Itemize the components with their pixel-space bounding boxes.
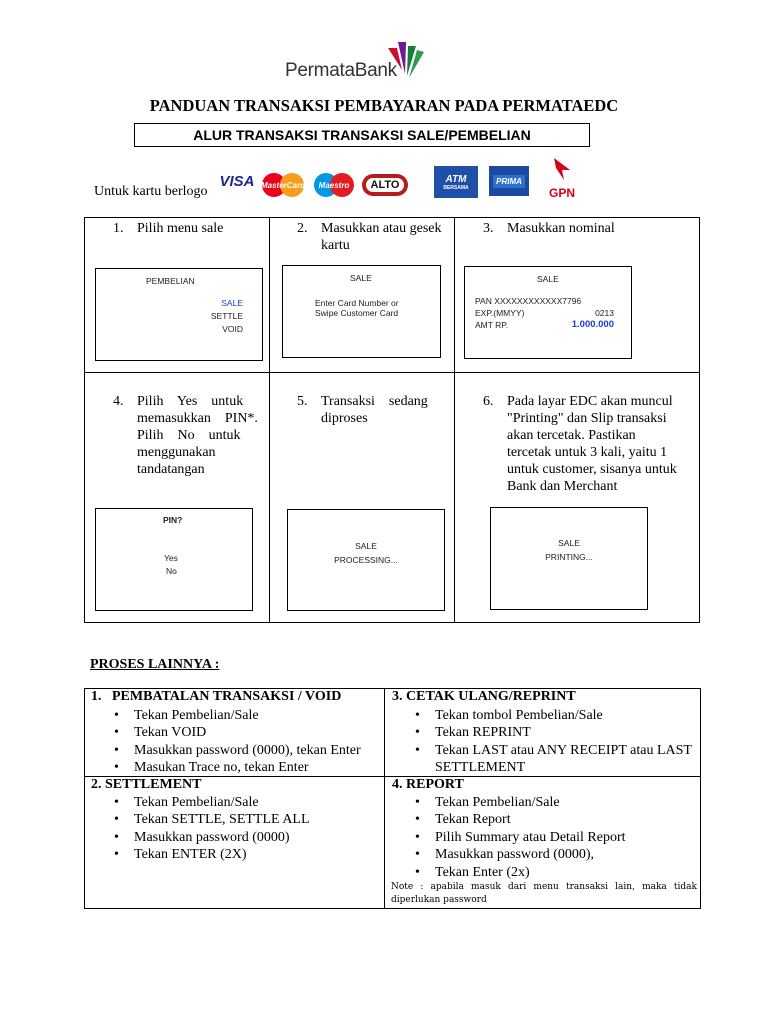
prima-logo: PRIMA xyxy=(489,166,529,196)
screen-line-1: SALE xyxy=(355,541,377,551)
option-yes: Yes xyxy=(164,553,178,563)
settlement-title: 2. SETTLEMENT xyxy=(91,777,202,792)
list-item: • Tekan Pembelian/Sale xyxy=(112,707,380,724)
other-processes-title: PROSES LAINNYA : xyxy=(90,657,220,672)
list-item: • Tekan Report xyxy=(413,811,697,828)
screen-line-2: PROCESSING... xyxy=(334,555,398,565)
report-steps xyxy=(413,794,697,881)
permatabank-logo-icon xyxy=(386,40,426,82)
list-item: • Tekan tombol Pembelian/Sale xyxy=(413,707,697,724)
list-item: • Masukan Trace no, tekan Enter xyxy=(112,759,380,776)
step-6-screen xyxy=(490,507,648,610)
report-note: Note : apabila masuk dari menu transaksi lain, maka tidak diperlukan password xyxy=(391,882,697,905)
list-item: • Masukkan password (0000) xyxy=(112,829,380,846)
menu-item-settle: SETTLE xyxy=(210,311,243,321)
step-3-screen xyxy=(464,266,632,359)
alto-logo: ALTO xyxy=(362,174,408,196)
atm-bersama-logo: ATM BERSAMA xyxy=(434,166,478,198)
pan-number: PAN XXXXXXXXXXXX7796 xyxy=(475,296,582,306)
maestro-logo: Maestro xyxy=(312,171,356,199)
report-title: 4. REPORT xyxy=(392,777,464,792)
screen-line-2: PRINTING... xyxy=(545,552,593,562)
settlement-steps xyxy=(112,794,380,864)
visa-logo: VISA xyxy=(219,172,255,190)
list-item: • Tekan Pembelian/Sale xyxy=(112,794,380,811)
list-item: • Masukkan password (0000), tekan Enter xyxy=(112,742,380,759)
step-2-screen xyxy=(282,265,441,358)
list-item: • Tekan ENTER (2X) xyxy=(112,846,380,863)
screen-title: PEMBELIAN xyxy=(146,276,195,286)
step-5-screen xyxy=(287,509,445,611)
list-item: • Tekan Pembelian/Sale xyxy=(413,794,697,811)
screen-title: PIN? xyxy=(163,515,183,525)
expiry-label: EXP.(MMYY) xyxy=(475,308,525,318)
list-item: • Masukkan password (0000), xyxy=(413,846,697,863)
permatabank-logo-text: PermataBank xyxy=(285,60,397,81)
screen-title: SALE xyxy=(537,274,559,284)
option-no: No xyxy=(166,566,177,576)
reprint-steps xyxy=(413,707,697,777)
screen-line-2: Swipe Customer Card xyxy=(315,308,399,318)
list-item: • Pilih Summary atau Detail Report xyxy=(413,829,697,846)
void-steps xyxy=(112,707,380,777)
reprint-title: 3. CETAK ULANG/REPRINT xyxy=(392,689,576,704)
gpn-bird-icon xyxy=(550,156,574,182)
screen-line-1: Enter Card Number or xyxy=(315,298,399,308)
mastercard-logo: MasterCard xyxy=(260,171,306,199)
document-title: PANDUAN TRANSAKSI PEMBAYARAN PADA PERMATAEDC xyxy=(149,96,619,115)
amount-value: 1.000.000 xyxy=(571,319,614,330)
list-item: • Tekan SETTLE, SETTLE ALL xyxy=(112,811,380,828)
card-logo-label: Untuk kartu berlogo xyxy=(94,184,208,199)
step-1-screen xyxy=(95,268,263,361)
amount-label: AMT RP. xyxy=(475,320,509,330)
menu-item-sale: SALE xyxy=(221,298,243,308)
list-item: • Tekan REPRINT xyxy=(413,724,697,741)
list-item: • Tekan LAST atau ANY RECEIPT atau LAST SETTLEMENT xyxy=(413,742,697,777)
list-item: • Tekan Enter (2x) xyxy=(413,864,697,881)
void-title: 1. PEMBATALAN TRANSAKSI / VOID xyxy=(91,689,342,704)
step-4-screen xyxy=(95,508,253,611)
screen-line-1: SALE xyxy=(558,538,580,548)
screen-title: SALE xyxy=(350,273,372,283)
menu-item-void: VOID xyxy=(222,324,243,334)
expiry-value: 0213 xyxy=(595,308,614,318)
list-item: • Tekan VOID xyxy=(112,724,380,741)
section-subtitle: ALUR TRANSAKSI TRANSAKSI SALE/PEMBELIAN xyxy=(134,123,590,147)
gpn-logo: GPN xyxy=(544,156,580,200)
